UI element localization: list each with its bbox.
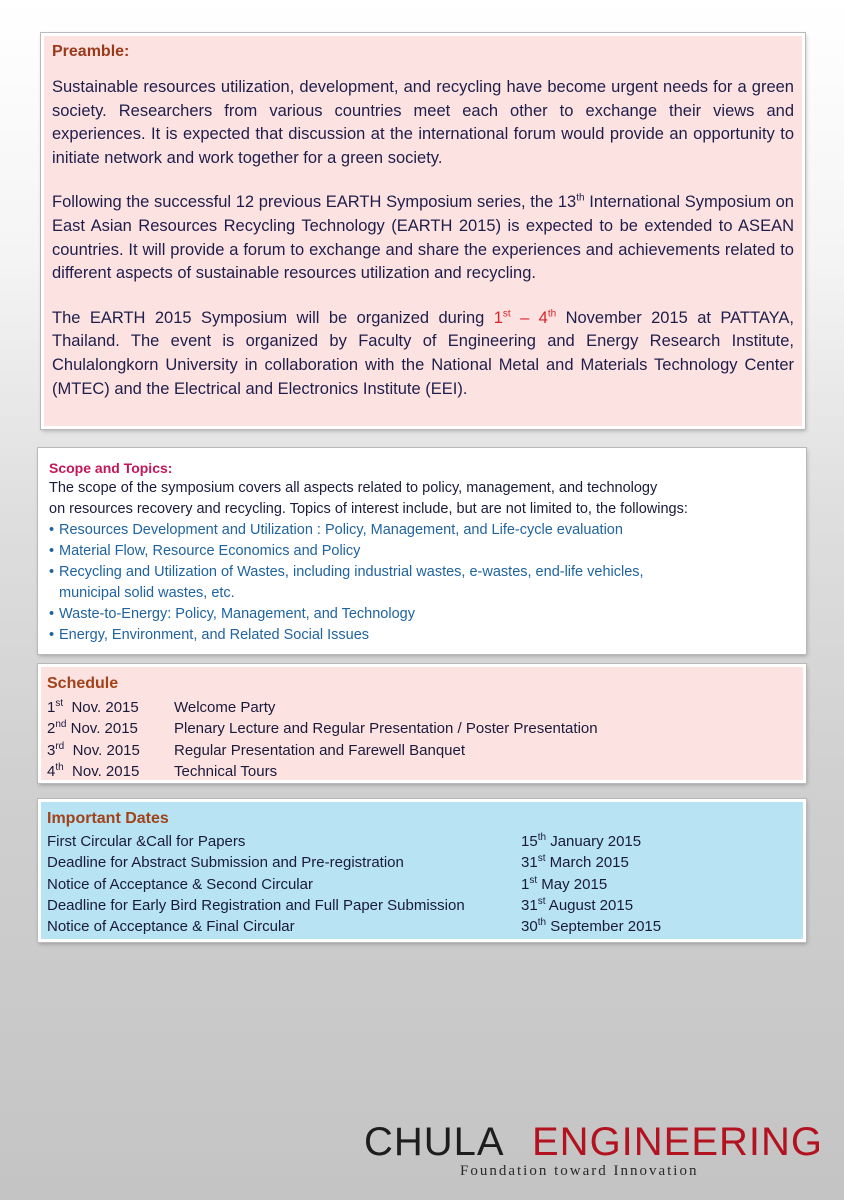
event-dates: 1st – 4th [493, 308, 557, 327]
date-row: Notice of Acceptance & Final Circular 30th September 2015 [47, 917, 662, 936]
preamble-paragraph-1: Sustainable resources utilization, development, and recycling have become urgent needs for a green society. Researchers from various countries meet each other to exchange their views and experiences. It is expected that discussion at the international forum would provide an opportunity to initiate network and work together for a green society. [52, 78, 794, 167]
scope-panel [38, 448, 806, 654]
scope-intro-line-2: on resources recovery and recycling. Topics of interest include, but are not limited to, the followings: [49, 501, 688, 517]
schedule-row: 2nd Nov. 2015 Plenary Lecture and Regular Presentation / Poster Presentation [47, 719, 598, 738]
logo-engineering-text: ENGINEERING [532, 1120, 824, 1164]
preamble-heading: Preamble: [52, 43, 130, 60]
schedule-row: 1st Nov. 2015 Welcome Party [47, 698, 276, 716]
date-row: Notice of Acceptance & Second Circular 1st May 2015 [47, 874, 608, 893]
important-dates-panel [38, 799, 806, 942]
schedule-heading: Schedule [47, 675, 119, 692]
logo-chula-text: CHULA [364, 1120, 505, 1164]
list-item: • Resources Development and Utilization : Policy, Management, and Life-cycle evaluation [49, 522, 623, 538]
preamble-panel [41, 33, 805, 429]
chula-engineering-logo [364, 1120, 828, 1182]
preamble-paragraph-2: Following the successful 12 previous EARTH Symposium series, the 13th International Symposium on East Asian Resources Recycling Technology (EARTH 2015) is expected to be extended to ASEAN countries. It will provide a forum to exchange and share the experiences and achievements related to different aspects of sustainable resources utilization and recycling. [52, 192, 794, 283]
scope-heading: Scope and Topics: [49, 460, 173, 476]
list-item: • Recycling and Utilization of Wastes, including industrial wastes, e-wastes, end-life vehicles, municipal solid wastes, etc. [49, 564, 644, 601]
scope-intro-line-1: The scope of the symposium covers all aspects related to policy, management, and technology [49, 480, 658, 496]
list-item: • Waste-to-Energy: Policy, Management, and Technology [49, 606, 415, 622]
preamble-paragraph-3: The EARTH 2015 Symposium will be organized during 1st – 4th November 2015 at PATTAYA, Thailand. The event is organized by Faculty of Engineering and Energy Research Institute, Chulalongkorn University in collaboration with the National Metal and Materials Technology Center (MTEC) and the Electrical and Electronics Institute (EEI). [52, 308, 794, 398]
date-row: Deadline for Early Bird Registration and Full Paper Submission 31st August 2015 [47, 895, 634, 914]
list-item: • Material Flow, Resource Economics and Policy [49, 543, 361, 559]
date-row: Deadline for Abstract Submission and Pre-registration 31st March 2015 [47, 853, 629, 872]
schedule-panel [38, 664, 806, 783]
important-dates-heading: Important Dates [47, 810, 169, 827]
topics-list [49, 520, 795, 646]
schedule-row: 4th Nov. 2015 Technical Tours [47, 761, 278, 780]
list-item: • Energy, Environment, and Related Social Issues [49, 627, 370, 643]
logo-tagline: Foundation toward Innovation [460, 1163, 699, 1179]
date-row: First Circular &Call for Papers 15th January 2015 [47, 832, 642, 850]
schedule-row: 3rd Nov. 2015 Regular Presentation and Farewell Banquet [47, 740, 466, 759]
